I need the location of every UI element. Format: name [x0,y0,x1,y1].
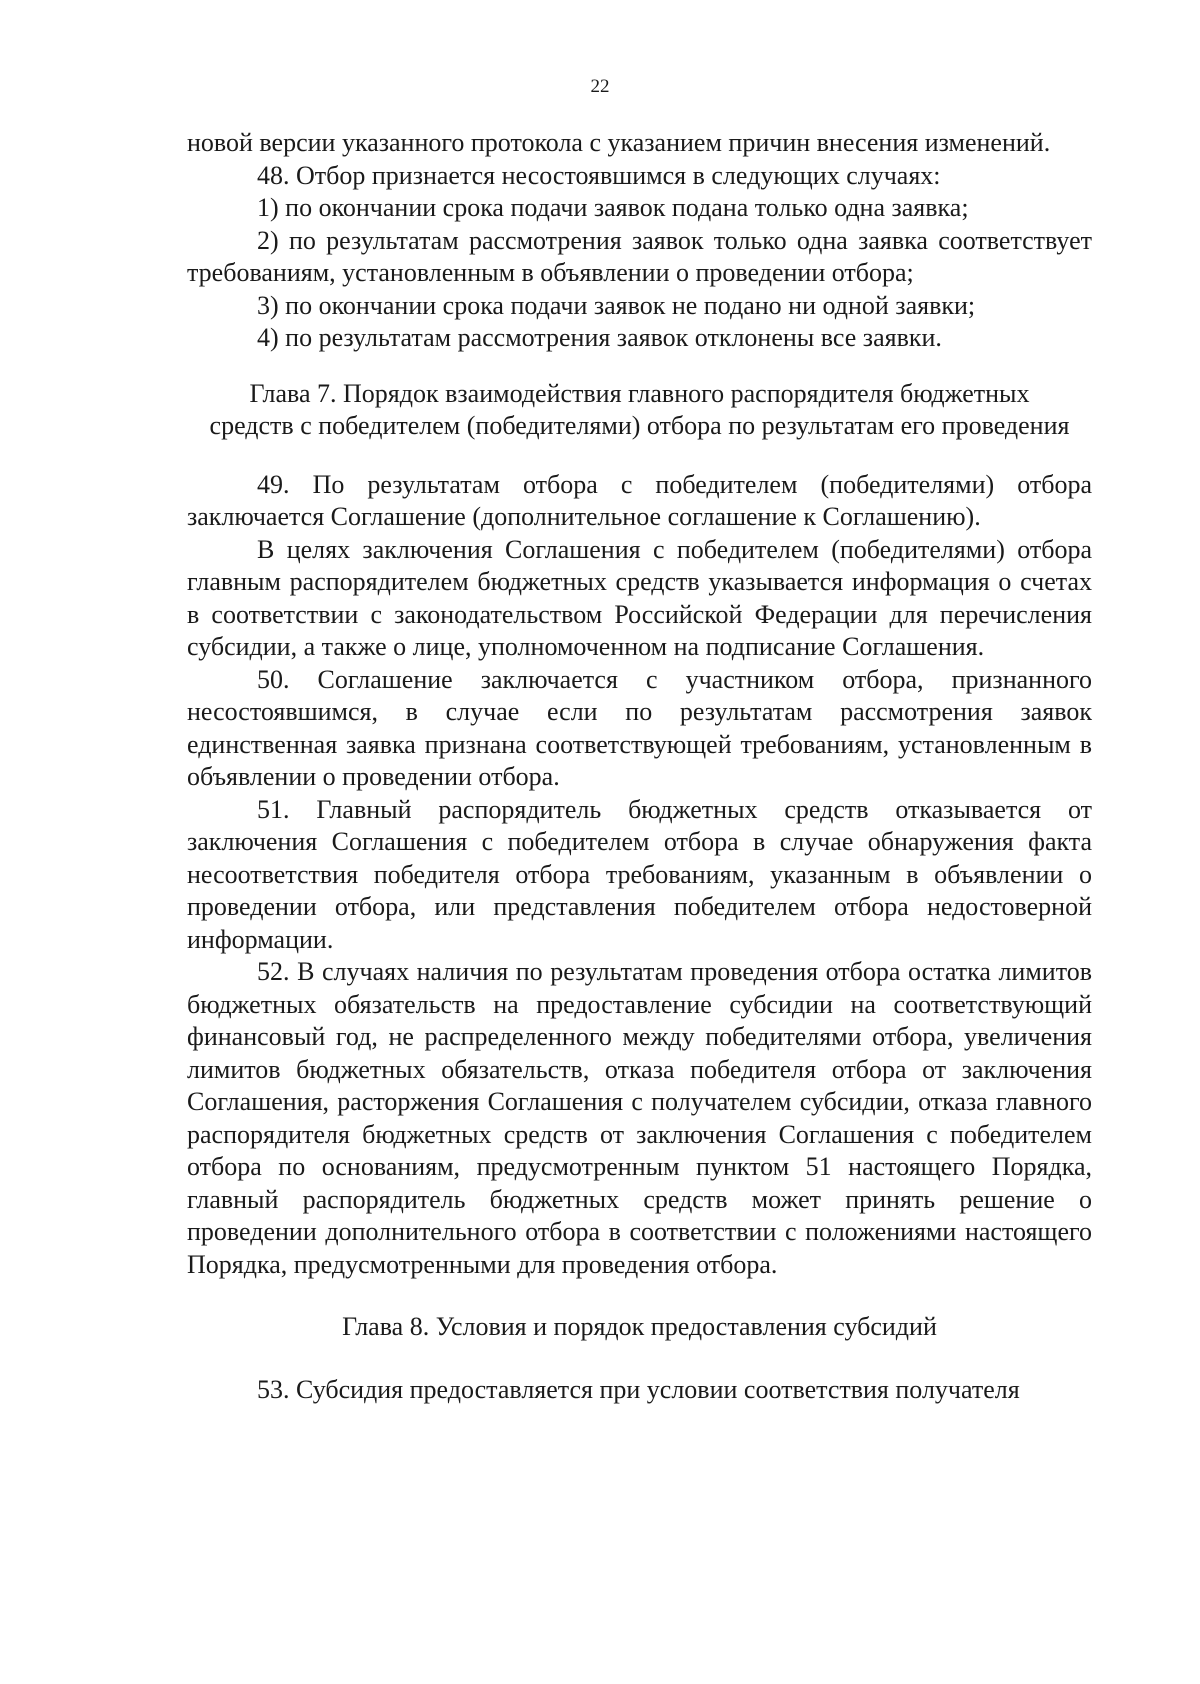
paragraph-48-item-1: 1) по окончании срока подачи заявок подана только одна заявка; [257,193,969,222]
paragraph-52: 52. В случаях наличия по результатам проведения отбора остатка лимитов бюджетных обязательств на предоставление субсидии на соответствующий финансовый год, не распределенного между победителями отбора, увеличения лимитов бюджетных обязательств, отказа победителя отбора от заключения Соглашения, расторжения Соглашения с получателем субсидии, отказа главного распорядителя бюджетных средств от заключения Соглашения с победителем отбора по основаниям, предусмотренным пунктом 51 настоящего Порядка, главный распорядитель бюджетных средств может принять решение о проведении дополнительного отбора в соответствии с положениями настоящего Порядка, предусмотренными для проведения отбора. [187,957,1092,1279]
paragraph-49-b: В целях заключения Соглашения с победителем (победителями) отбора главным распорядителем бюджетных средств указывается информация о счетах в соответствии с законодательством Российской Федерации для перечисления субсидии, а также о лице, уполномоченном на подписание Соглашения. [187,534,1092,661]
chapter-7-heading: Глава 7. Порядок взаимодействия главного распорядителя бюджетных средств с победителем (победителями) отбора по результатам его проведения [209,378,1070,440]
paragraph-53: 53. Субсидия предоставляется при условии соответствия получателя [257,1374,1020,1404]
paragraph-51: 51. Главный распорядитель бюджетных средств отказывается от заключения Соглашения с победителем отбора в случае обнаружения факта несоответствия победителя отбора требованиям, указанным в объявлении о проведении отбора, или представления победителем отбора недостоверной информации. [187,794,1092,954]
paragraph-48-item-2: 2) по результатам рассмотрения заявок только одна заявка соответствует требованиям, установленным в объявлении о проведении отбора; [187,225,1092,287]
paragraph-49: 49. По результатам отбора с победителем (победителями) отбора заключается Соглашение (дополнительное соглашение к Соглашению). [187,469,1092,531]
paragraph-50: 50. Соглашение заключается с участником отбора, признанного несостоявшимся, в случае если по результатам рассмотрения заявок единственная заявка признана соответствующей требованиям, установленным в объявлении о проведении отбора. [187,664,1092,791]
paragraph-48: 48. Отбор признается несостоявшимся в следующих случаях: [257,160,941,190]
page-number: 22 [590,76,610,97]
paragraph-continuation: новой версии указанного протокола с указанием причин внесения изменений. [187,128,1051,157]
chapter-8-heading: Глава 8. Условия и порядок предоставления субсидий [342,1312,937,1341]
paragraph-48-item-4: 4) по результатам рассмотрения заявок отклонены все заявки. [257,323,942,352]
document-body [187,127,1092,1406]
paragraph-48-item-3: 3) по окончании срока подачи заявок не подано ни одной заявки; [257,290,976,320]
